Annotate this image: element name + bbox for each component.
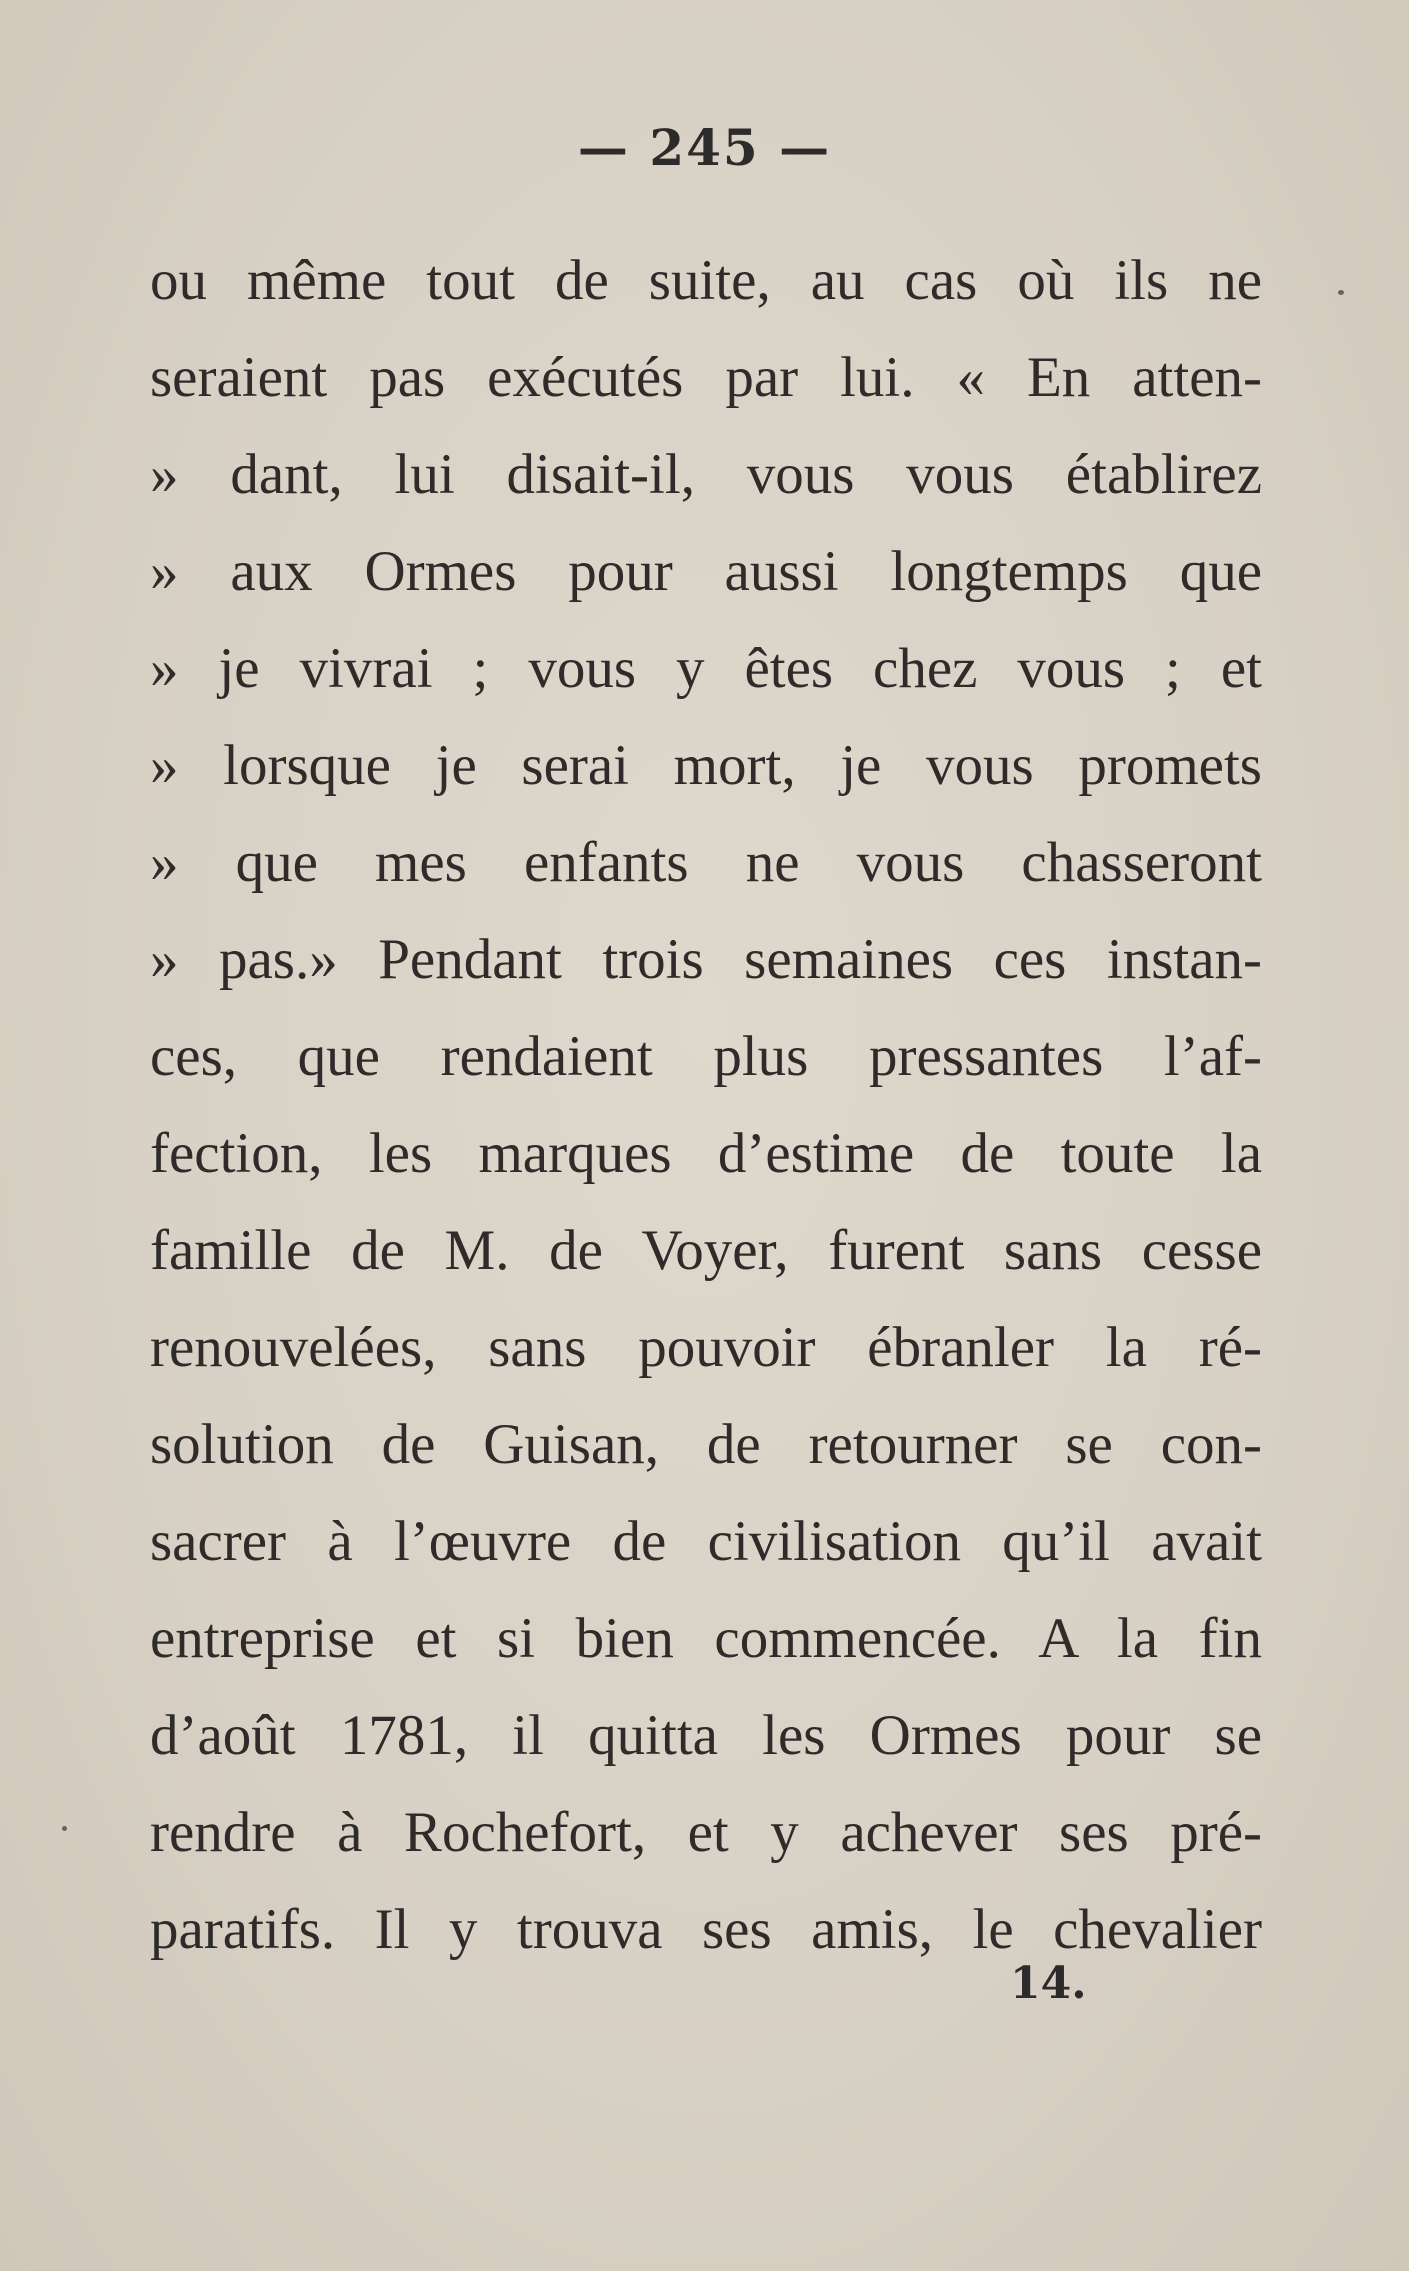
text-line: » que mes enfants ne vous chasseront (150, 831, 1262, 894)
text-line: renouvelées, sans pouvoir ébranler la ré- (150, 1316, 1262, 1379)
text-line: » je vivrai ; vous y êtes chez vous ; et (150, 637, 1262, 700)
text-line: entreprise et si bien commencée. A la fin (150, 1607, 1262, 1670)
text-line: solution de Guisan, de retourner se con- (150, 1413, 1262, 1476)
text-line: ces, que rendaient plus pressantes l’af- (150, 1025, 1262, 1088)
text-line: » aux Ormes pour aussi longtemps que (150, 540, 1262, 603)
text-line: » dant, lui disait-il, vous vous établirez (150, 443, 1262, 506)
paper-speck (1338, 290, 1344, 295)
text-line: » pas.» Pendant trois semaines ces instan- (150, 928, 1262, 991)
text-line: seraient pas exécutés par lui. « En atten- (150, 346, 1262, 409)
paper-speck (62, 1826, 67, 1831)
page-number: — 245 — (577, 118, 832, 177)
body-text (150, 232, 1262, 1978)
signature-mark: 14. (1010, 1958, 1087, 2009)
text-line: famille de M. de Voyer, furent sans cesse (150, 1219, 1262, 1282)
text-line: rendre à Rochefort, et y achever ses pré- (150, 1801, 1262, 1864)
text-line: sacrer à l’œuvre de civilisation qu’il avait (150, 1510, 1262, 1573)
text-line: paratifs. Il y trouva ses amis, le chevalier (150, 1898, 1262, 1961)
text-line: » lorsque je serai mort, je vous promets (150, 734, 1262, 797)
text-line: d’août 1781, il quitta les Ormes pour se (150, 1704, 1262, 1767)
text-line: ou même tout de suite, au cas où ils ne (150, 249, 1262, 312)
text-line: fection, les marques d’estime de toute la (150, 1122, 1262, 1185)
